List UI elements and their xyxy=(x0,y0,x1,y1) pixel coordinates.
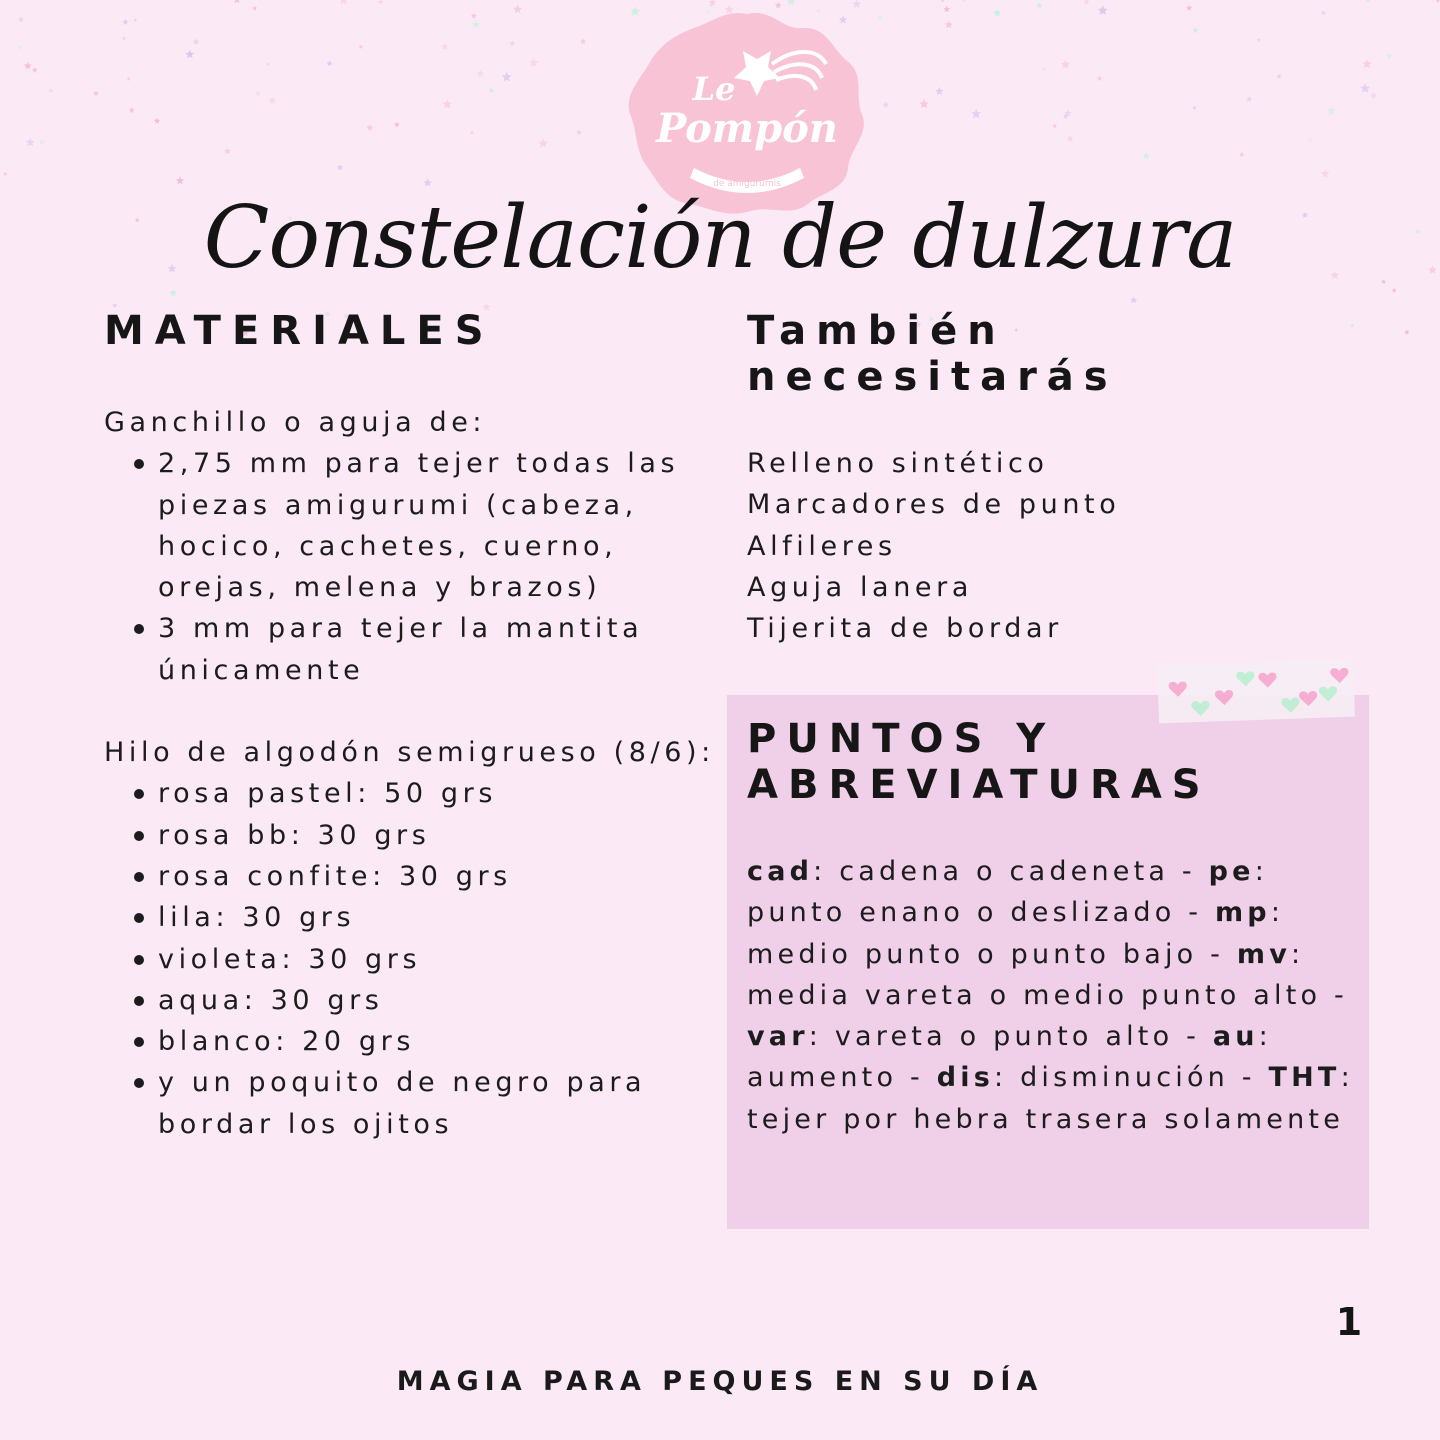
confetti-star-icon xyxy=(1193,27,1199,33)
confetti-star-icon xyxy=(1084,0,1090,5)
puntos-heading: PUNTOS Y ABREVIATURAS xyxy=(747,716,1211,808)
confetti-star-icon xyxy=(39,139,45,144)
tools-list xyxy=(747,443,1387,649)
list-item: Aguja lanera xyxy=(747,571,973,603)
hook-list xyxy=(104,443,734,691)
abbr: dis xyxy=(936,1062,994,1094)
abbr-meaning: vareta o punto alto xyxy=(834,1021,1174,1053)
confetti-star-icon xyxy=(154,118,161,124)
list-item: violeta: 30 grs xyxy=(158,939,734,980)
confetti-star-icon xyxy=(513,4,523,13)
abbr-meaning: aumento xyxy=(747,1062,898,1094)
confetti-star-icon xyxy=(883,101,890,108)
confetti-star-icon xyxy=(366,124,373,131)
confetti-star-icon xyxy=(1067,135,1074,142)
confetti-star-icon xyxy=(1386,53,1392,59)
confetti-star-icon xyxy=(93,91,99,96)
list-item: 2,75 mm para tejer todas las piezas amigurumi (cabeza, hocico, cachetes, cuerno, orejas, melena y brazos) xyxy=(158,443,734,608)
confetti-star-icon xyxy=(441,43,448,50)
confetti-star-icon xyxy=(919,99,929,109)
confetti-star-icon xyxy=(580,38,586,44)
abbr-meaning: medio punto o punto bajo xyxy=(747,938,1198,970)
abbr: var xyxy=(747,1021,809,1053)
confetti-star-icon xyxy=(1360,83,1370,93)
confetti-star-icon xyxy=(787,0,796,5)
list-item: rosa pastel: 50 grs xyxy=(158,773,734,814)
page-title: Constelación de dulzura xyxy=(203,188,1237,288)
list-item: Tijerita de bordar xyxy=(747,613,1063,645)
abbr-meaning: media vareta o medio punto alto xyxy=(747,979,1322,1011)
list-item: lila: 30 grs xyxy=(158,897,734,938)
confetti-star-icon xyxy=(442,99,452,108)
abbr-meaning: disminución xyxy=(1020,1062,1229,1094)
confetti-star-icon xyxy=(1276,74,1282,79)
page-number: 1 xyxy=(1335,1300,1363,1344)
confetti-star-icon xyxy=(18,16,24,22)
logo-text-le: Le xyxy=(692,70,736,108)
confetti-star-icon xyxy=(122,36,127,41)
confetti-star-icon xyxy=(24,62,32,70)
list-item: Alfileres xyxy=(747,530,897,562)
abbr-meaning: punto enano o deslizado xyxy=(747,897,1176,929)
confetti-star-icon xyxy=(529,57,539,67)
confetti-star-icon xyxy=(961,0,966,2)
confetti-star-icon xyxy=(1192,106,1196,110)
confetti-star-icon xyxy=(1365,0,1371,3)
logo-text-pompon: Pompón xyxy=(656,105,838,152)
confetti-star-icon xyxy=(127,77,131,81)
confetti-star-icon xyxy=(252,6,257,11)
confetti-star-icon xyxy=(185,50,194,59)
confetti-star-icon xyxy=(501,72,511,82)
confetti-star-icon xyxy=(935,87,944,95)
abbr: THT xyxy=(1268,1062,1341,1094)
confetti-star-icon xyxy=(470,130,474,134)
abbreviations-text: cad: cadena o cadeneta - pe: punto enano o deslizado - mp: medio punto o punto bajo - mv: media vareta o medio punto alto - var: vareta o punto alto - au: aumento - dis: disminución - THT: tejer por hebra trasera solamente xyxy=(747,856,1354,1135)
confetti-star-icon xyxy=(32,67,38,73)
list-item: rosa bb: 30 grs xyxy=(158,815,734,856)
abbr-meaning: cadena o cadeneta xyxy=(839,856,1170,887)
confetti-star-icon xyxy=(1036,2,1042,8)
confetti-star-icon xyxy=(112,303,117,308)
confetti-star-icon xyxy=(358,44,363,49)
materiales-heading: MATERIALES xyxy=(104,308,495,354)
confetti-star-icon xyxy=(48,88,53,93)
list-item: Marcadores de punto xyxy=(747,489,1121,521)
tambien-section xyxy=(747,308,1387,649)
confetti-star-icon xyxy=(337,164,343,170)
confetti-star-icon xyxy=(224,147,231,154)
confetti-star-icon xyxy=(122,19,128,25)
abbr: mp xyxy=(1214,897,1271,929)
confetti-star-icon xyxy=(971,109,981,119)
confetti-star-icon xyxy=(477,70,485,77)
confetti-star-icon xyxy=(1308,137,1313,142)
confetti-star-icon xyxy=(1042,67,1046,71)
confetti-star-icon xyxy=(1321,169,1330,178)
confetti-star-icon xyxy=(1321,10,1326,15)
list-item: y un poquito de negro para bordar los ojitos xyxy=(158,1062,734,1145)
confetti-star-icon xyxy=(1362,59,1372,68)
confetti-star-icon xyxy=(1186,5,1193,11)
confetti-star-icon xyxy=(943,6,950,13)
puntos-section xyxy=(747,716,1357,1140)
confetti-star-icon xyxy=(266,62,270,66)
confetti-star-icon xyxy=(3,172,8,176)
confetti-star-icon xyxy=(1142,152,1150,159)
confetti-star-icon xyxy=(538,138,548,147)
hook-label: Ganchillo o aguja de: xyxy=(104,407,487,438)
tambien-heading: También necesitarás xyxy=(747,308,1118,400)
confetti-star-icon xyxy=(852,0,861,8)
abbr: au xyxy=(1212,1021,1259,1053)
abbr: cad xyxy=(747,856,814,887)
materiales-section xyxy=(104,308,734,1145)
confetti-star-icon xyxy=(193,38,200,44)
confetti-star-icon xyxy=(269,97,277,104)
confetti-star-icon xyxy=(576,129,582,135)
confetti-star-icon xyxy=(339,0,349,5)
confetti-star-icon xyxy=(378,0,383,4)
confetti-star-icon xyxy=(945,20,953,28)
logo-ribbon-text: de amigurumis xyxy=(713,179,781,189)
yarn-list xyxy=(104,773,734,1145)
abbr: pe xyxy=(1208,856,1255,887)
confetti-star-icon xyxy=(1370,92,1377,99)
confetti-star-icon xyxy=(326,60,332,66)
confetti-star-icon xyxy=(1436,0,1440,3)
list-item: Relleno sintético xyxy=(747,448,1049,479)
confetti-star-icon xyxy=(255,91,261,96)
confetti-star-icon xyxy=(1097,76,1103,81)
confetti-star-icon xyxy=(26,138,35,147)
confetti-star-icon xyxy=(1246,96,1252,102)
washi-tape-decoration xyxy=(1157,659,1355,724)
confetti-star-icon xyxy=(877,14,883,19)
confetti-star-icon xyxy=(1098,5,1108,15)
confetti-star-icon xyxy=(129,107,135,113)
footer-slogan: MAGIA PARA PEQUES EN SU DÍA xyxy=(396,1366,1044,1397)
confetti-star-icon xyxy=(489,88,495,93)
confetti-star-icon xyxy=(1052,123,1057,128)
confetti-star-icon xyxy=(1404,329,1410,334)
confetti-star-icon xyxy=(1239,152,1245,157)
confetti-star-icon xyxy=(133,18,137,22)
list-item: blanco: 20 grs xyxy=(158,1021,734,1062)
abbr: mv xyxy=(1236,938,1292,970)
confetti-star-icon xyxy=(1327,106,1337,115)
confetti-star-icon xyxy=(993,9,1002,17)
confetti-star-icon xyxy=(394,122,400,128)
confetti-star-icon xyxy=(1256,38,1261,43)
confetti-star-icon xyxy=(471,13,477,19)
confetti-star-icon xyxy=(940,0,944,2)
confetti-star-icon xyxy=(17,45,22,49)
confetti-star-icon xyxy=(1061,59,1071,68)
list-item: aqua: 30 grs xyxy=(158,980,734,1021)
confetti-star-icon xyxy=(509,41,515,47)
abbr-meaning: tejer por hebra trasera solamente xyxy=(747,1103,1345,1135)
list-item: rosa confite: 30 grs xyxy=(158,856,734,897)
confetti-star-icon xyxy=(471,20,480,29)
confetti-star-icon xyxy=(233,0,241,3)
list-item: 3 mm para tejer la mantita únicamente xyxy=(158,608,734,691)
yarn-label: Hilo de algodón semigrueso (8/6): xyxy=(104,737,715,769)
